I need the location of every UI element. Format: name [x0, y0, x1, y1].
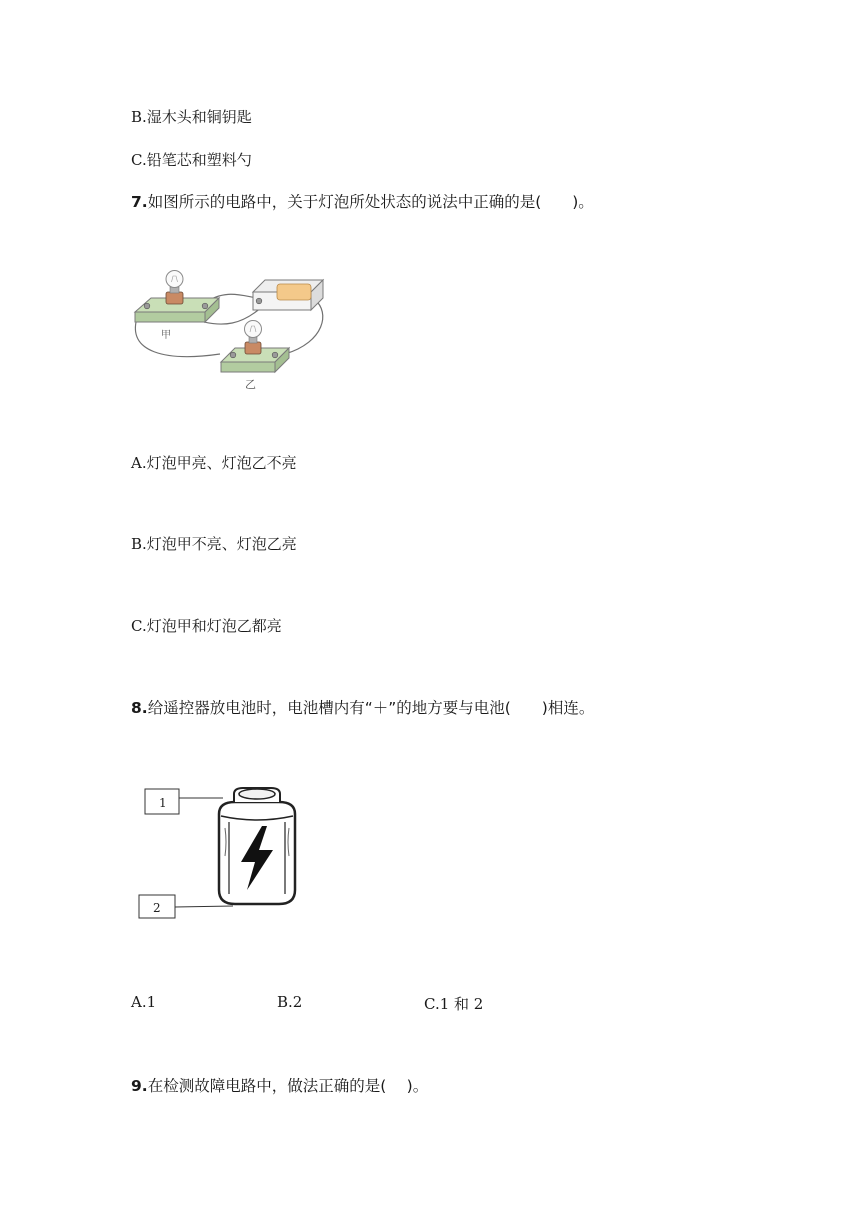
q8-option-a: A.1 [131, 993, 157, 1011]
q8-leader-line-2 [175, 906, 233, 907]
q7-option-b: B.灯泡甲不亮、灯泡乙亮 [131, 535, 297, 553]
q8-option-b: B.2 [277, 993, 303, 1011]
q7-label-yi: 乙 [245, 378, 256, 391]
q8-label-1: 1 [159, 796, 167, 810]
q7-battery-holder [253, 280, 323, 310]
q7-bulb-board-yi [221, 321, 289, 373]
q7-circuit-figure [125, 262, 340, 397]
q8-options-row [131, 993, 631, 1013]
q7-option-a: A.灯泡甲亮、灯泡乙不亮 [131, 454, 297, 472]
q9-number: 9. [131, 1077, 148, 1095]
q8-battery-figure [135, 782, 305, 922]
q7-stem: 如图所示的电路中，关于灯泡所处状态的说法中正确的是( )。 [147, 193, 594, 211]
q9-question [131, 1074, 428, 1096]
q8-number: 8. [131, 699, 148, 717]
q7-option-c: C.灯泡甲和灯泡乙都亮 [131, 617, 282, 635]
q7-number: 7. [131, 193, 148, 211]
q8-option-c: C.1 和 2 [424, 995, 484, 1013]
q9-stem: 在检测故障电路中，做法正确的是( )。 [147, 1077, 429, 1095]
q7-wire-left [135, 318, 220, 357]
q7-label-jia: 甲 [161, 330, 171, 341]
q6-option-c: C.铅笔芯和塑料勺 [131, 151, 252, 169]
q6-option-b: B.湿木头和铜钥匙 [131, 108, 252, 126]
q7-question [131, 190, 594, 212]
q8-stem: 给遥控器放电池时，电池槽内有“＋”的地方要与电池( )相连。 [147, 699, 595, 717]
q7-bulb-board-jia [135, 271, 219, 323]
q8-label-2: 2 [153, 901, 161, 915]
q8-question [131, 696, 594, 718]
